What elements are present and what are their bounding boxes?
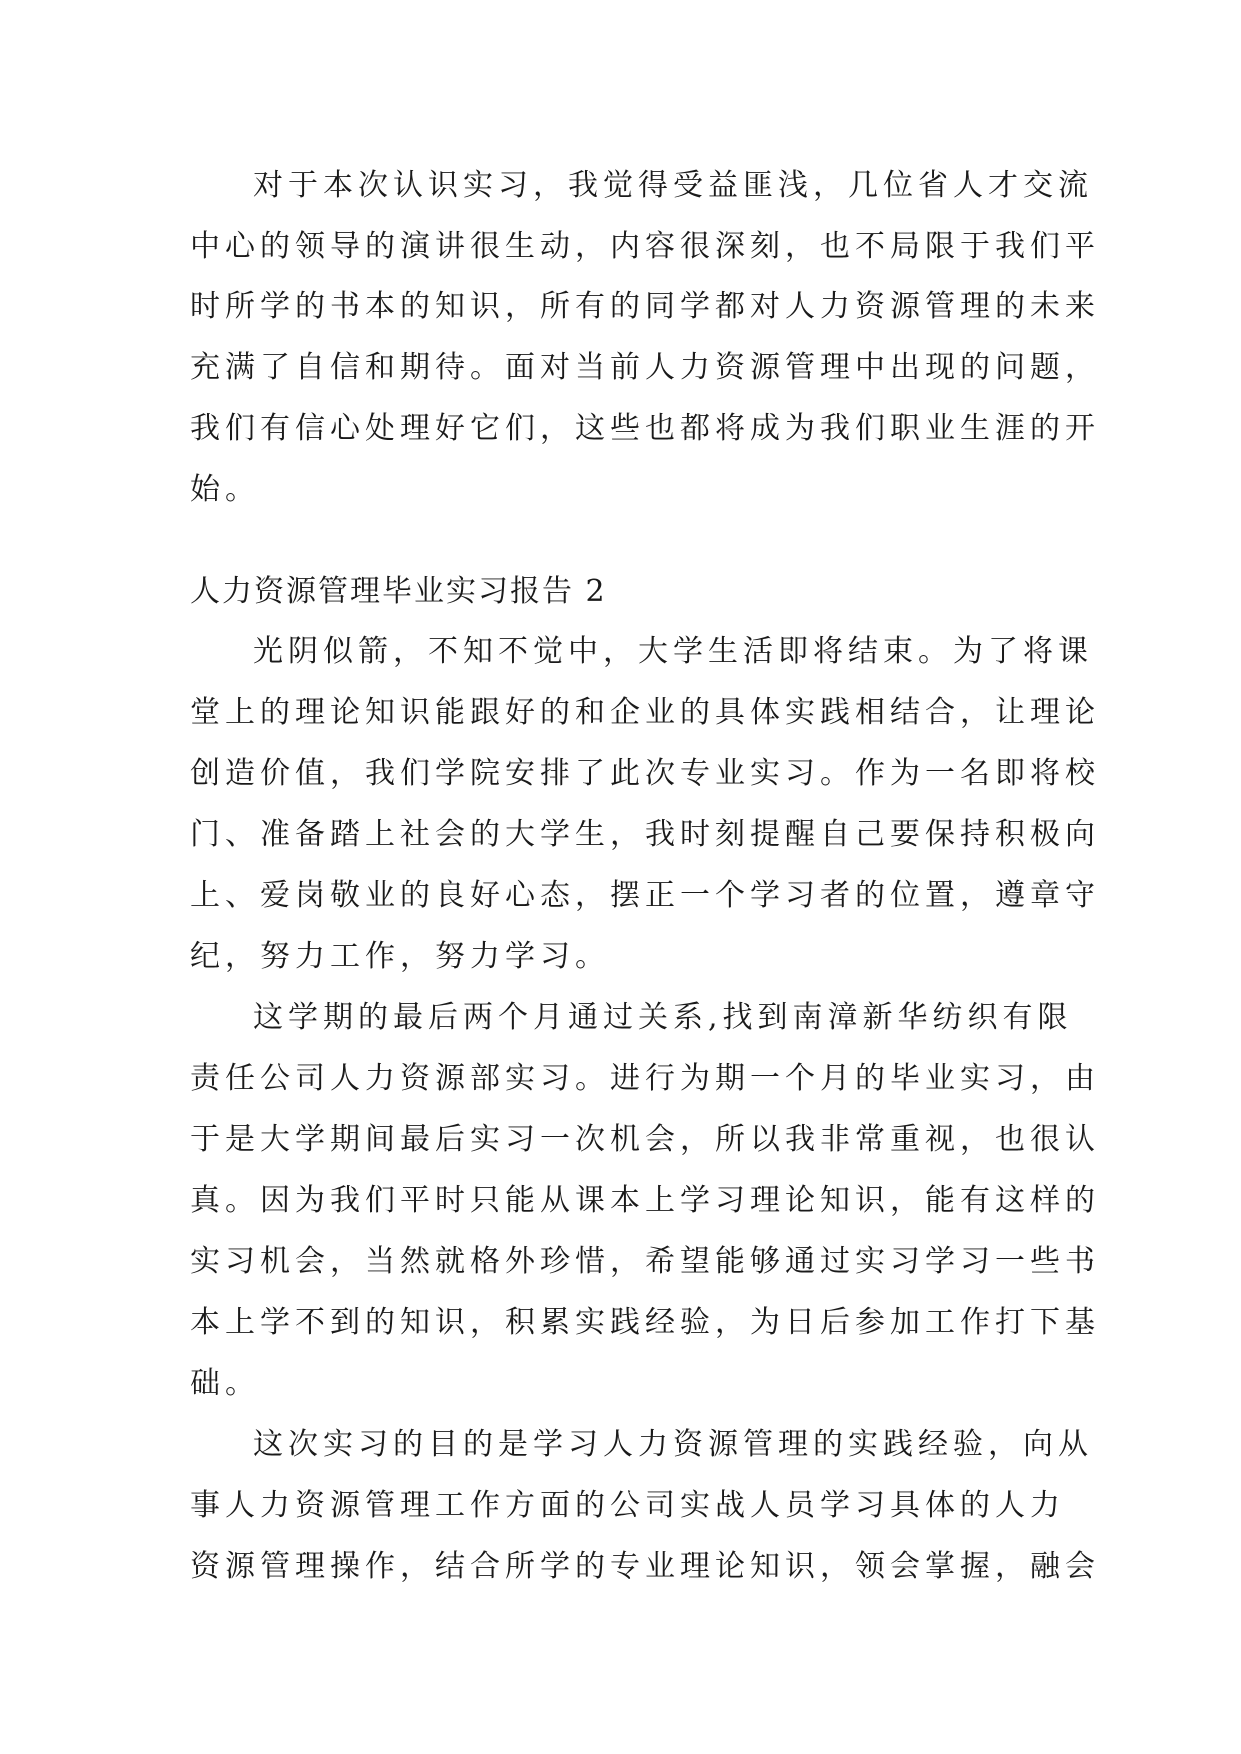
paragraph-line: 门、准备踏上社会的大学生，我时刻提醒自己要保持积极向 bbox=[190, 817, 1100, 852]
paragraph-line: 光阴似箭，不知不觉中，大学生活即将结束。为了将课 bbox=[253, 634, 1093, 669]
paragraph-line: 这次实习的目的是学习人力资源管理的实践经验，向从 bbox=[253, 1427, 1093, 1462]
paragraph-line: 责任公司人力资源部实习。进行为期一个月的毕业实习，由 bbox=[190, 1061, 1100, 1096]
paragraph-line: 上、爱岗敬业的良好心态，摆正一个学习者的位置，遵章守 bbox=[190, 878, 1100, 913]
paragraph-line: 础。 bbox=[190, 1366, 260, 1401]
paragraph-line: 本上学不到的知识，积累实践经验，为日后参加工作打下基 bbox=[190, 1305, 1100, 1340]
paragraph-line: 对于本次认识实习，我觉得受益匪浅，几位省人才交流 bbox=[253, 168, 1093, 203]
paragraph-line: 我们有信心处理好它们，这些也都将成为我们职业生涯的开 bbox=[190, 411, 1100, 446]
paragraph-line: 充满了自信和期待。面对当前人力资源管理中出现的问题， bbox=[190, 350, 1100, 385]
paragraph-line: 这学期的最后两个月通过关系,找到南漳新华纺织有限 bbox=[253, 1000, 1073, 1035]
paragraph-line: 中心的领导的演讲很生动，内容很深刻，也不局限于我们平 bbox=[190, 229, 1100, 264]
paragraph-line: 纪，努力工作，努力学习。 bbox=[190, 939, 610, 974]
section-heading: 人力资源管理毕业实习报告 2 bbox=[190, 574, 607, 609]
paragraph-line: 资源管理操作，结合所学的专业理论知识，领会掌握，融会 bbox=[190, 1549, 1100, 1584]
paragraph-line: 时所学的书本的知识，所有的同学都对人力资源管理的未来 bbox=[190, 289, 1100, 324]
paragraph-line: 实习机会，当然就格外珍惜，希望能够通过实习学习一些书 bbox=[190, 1244, 1100, 1279]
paragraph-line: 事人力资源管理工作方面的公司实战人员学习具体的人力 bbox=[190, 1488, 1065, 1523]
paragraph-line: 始。 bbox=[190, 472, 260, 507]
paragraph-line: 于是大学期间最后实习一次机会，所以我非常重视，也很认 bbox=[190, 1122, 1100, 1157]
paragraph-line: 堂上的理论知识能跟好的和企业的具体实践相结合，让理论 bbox=[190, 695, 1100, 730]
paragraph-line: 创造价值，我们学院安排了此次专业实习。作为一名即将校 bbox=[190, 756, 1100, 791]
paragraph-line: 真。因为我们平时只能从课本上学习理论知识，能有这样的 bbox=[190, 1183, 1100, 1218]
